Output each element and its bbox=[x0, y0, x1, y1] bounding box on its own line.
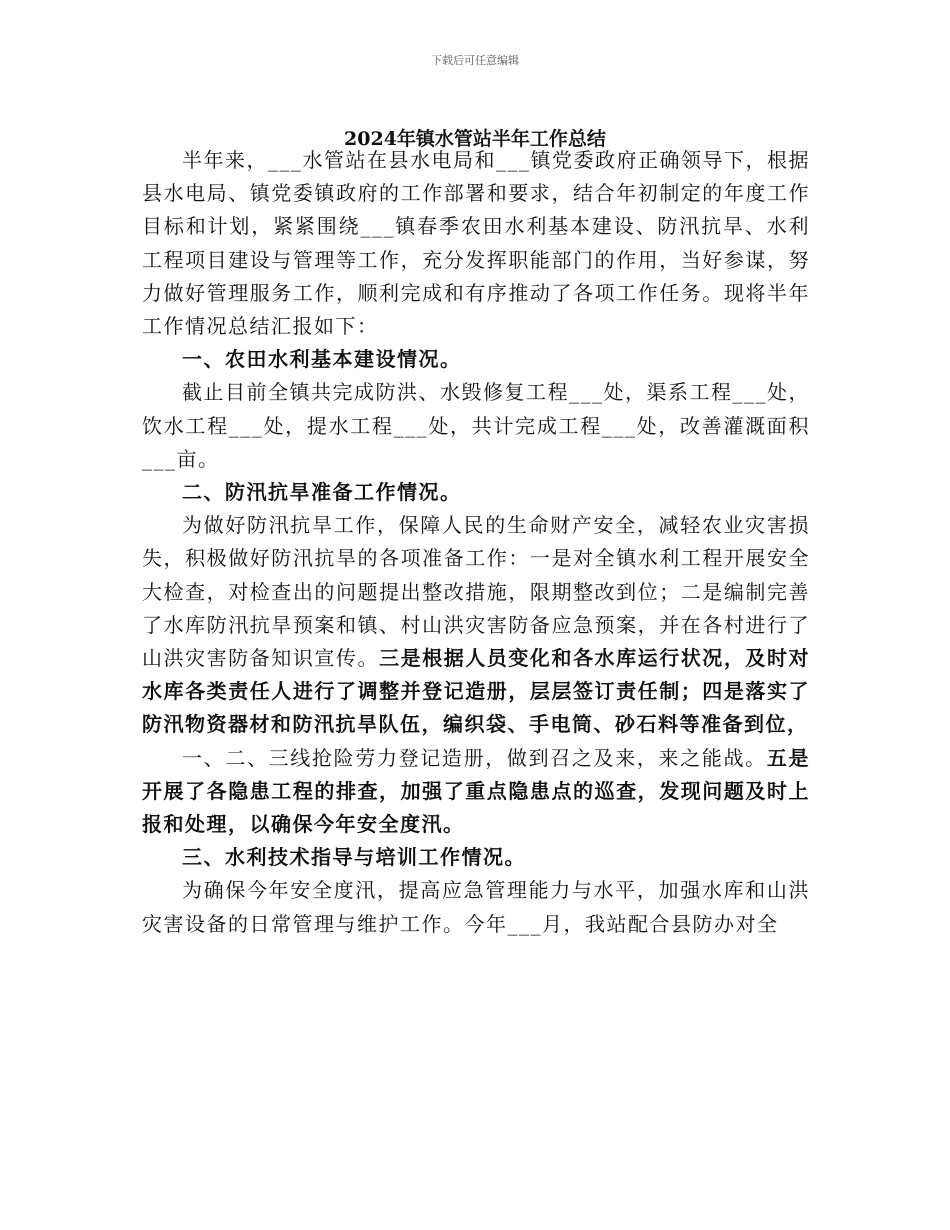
page-header-note: 下载后可任意编辑 bbox=[431, 54, 519, 67]
section-2-normal-text: 为做好防汛抗旱工作，保障人民的生命财产安全，减轻农业灾害损失，积极做好防汛抗旱的各项准备工作：一是对全镇水利工程开展安全大检查，对检查出的问题提出整改措施，限期整改到位；二是编制完善了水库防汛抗旱预案和镇、村山洪灾害防备应急预案，并在各村进行了山洪灾害防备知识宣传。 bbox=[142, 513, 810, 671]
section-1-paragraph: 截止目前全镇共完成防洪、水毁修复工程___处，渠系工程___处，饮水工程___处，提水工程___处，共计完成工程___处，改善灌溉面积___亩。 bbox=[142, 380, 810, 471]
section-heading-1: 一、农田水利基本建设情况。 bbox=[182, 347, 462, 372]
document-body bbox=[142, 144, 810, 941]
section-2-paragraph bbox=[142, 509, 810, 741]
section-2-cont-normal-text: 一、二、三线抢险劳力登记造册，做到召之及来，来之能战。 bbox=[182, 745, 767, 770]
section-heading-2: 二、防汛抗旱准备工作情况。 bbox=[182, 480, 462, 505]
section-2-bold-text: 三是根据人员变化和各水库运行状况，及时对水库各类责任人进行了调整并登记造册，层层签订责任制；四是落实了防汛物资器材和防汛抗旱队伍，编织袋、手电筒、砂石料等准备到位， bbox=[142, 646, 811, 737]
document-title: 2024年镇水管站半年工作总结 bbox=[344, 128, 606, 150]
section-2-cont-bold-text: 五是开展了各隐患工程的排查，加强了重点隐患点的巡查，发现问题及时上报和处理，以确保今年安全度汛。 bbox=[142, 745, 811, 837]
section-3-paragraph: 为确保今年安全度汛，提高应急管理能力与水平，加强水库和山洪灾害设备的日常管理与维护工作。今年___月，我站配合县防办对全 bbox=[142, 878, 810, 936]
section-heading-3: 三、水利技术指导与培训工作情况。 bbox=[182, 845, 526, 870]
section-2-paragraph-cont bbox=[142, 742, 810, 842]
intro-paragraph: 半年来，___水管站在县水电局和___镇党委政府正确领导下，根据县水电局、镇党委镇政府的工作部署和要求，结合年初制定的年度工作目标和计划，紧紧围绕___镇春季农田水利基本建设、防汛抗旱、水利工程项目建设与管理等工作，充分发挥职能部门的作用，当好参谋，努力做好管理服务工作，顺利完成和有序推动了各项工作任务。现将半年工作情况总结汇报如下： bbox=[142, 148, 810, 339]
